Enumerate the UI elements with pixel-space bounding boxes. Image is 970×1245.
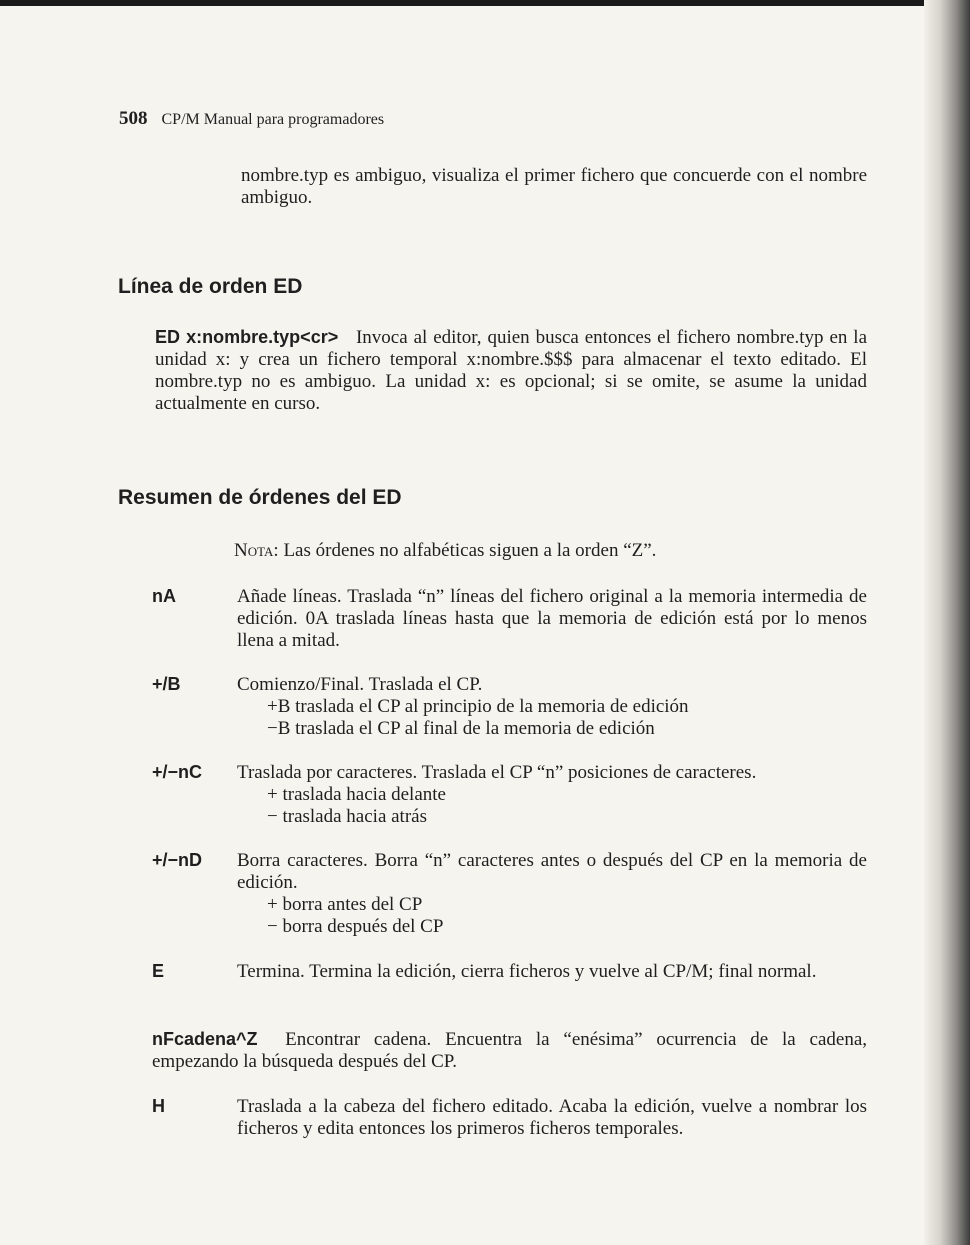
section-heading-summary: Resumen de órdenes del ED <box>118 486 402 509</box>
entry-text-nA: Añade líneas. Traslada “n” líneas del fichero original a la memoria intermedia de edición. 0A traslada líneas hasta que la memoria de edición está por lo menos llena a mitad. <box>237 586 867 651</box>
entry-term-B: +/B <box>152 674 181 694</box>
entry-block-B <box>237 674 867 740</box>
running-header <box>119 108 384 130</box>
entry-sub-B-1: −B traslada el CP al final de la memoria de edición <box>267 718 655 739</box>
entry-term-nD: +/−nD <box>152 850 203 870</box>
page-number: 508 <box>119 108 148 129</box>
entry-text-nD: Borra caracteres. Borra “n” caracteres antes o después del CP en la memoria de edición. <box>237 850 867 893</box>
entry-term-nA: nA <box>152 586 176 606</box>
entry-term-nC: +/−nC <box>152 762 203 782</box>
entry-term-E: E <box>152 961 165 981</box>
entry-block-nC <box>237 762 867 828</box>
note-text: Las órdenes no alfabéticas siguen a la orden “Z”. <box>283 540 657 561</box>
command-line-description-first <box>344 327 356 348</box>
entry-block-nD <box>237 850 867 938</box>
command-line-term: ED x:nombre.typ<cr> <box>155 327 339 347</box>
running-title: CP/M Manual para programadores <box>161 111 385 128</box>
command-line-description: Invoca al editor, quien busca entonces el fichero nombre.typ en la unidad x: y crea un fichero temporal x:nombre.$$$ para almacenar el texto editado. El nombre.typ no es ambiguo. La unidad x: es opcional; si se omite, se asume la unidad actualmente en curso. <box>155 327 868 414</box>
entry-sub-nC-0: + traslada hacia delante <box>267 784 446 805</box>
entry-text-B: Comienzo/Final. Traslada el CP. <box>237 674 483 695</box>
entry-sub-B-0: +B traslada el CP al principio de la memoria de edición <box>267 696 689 717</box>
intro-paragraph: nombre.typ es ambiguo, visualiza el primer fichero que concuerde con el nombre ambiguo. <box>241 165 867 208</box>
page-top-edge <box>0 0 970 6</box>
entry-block-nF <box>152 1028 867 1073</box>
entry-sub-nC-1: − traslada hacia atrás <box>267 806 427 827</box>
entry-term-H: H <box>152 1096 165 1116</box>
note <box>234 540 656 562</box>
entry-sub-nD-1: − borra después del CP <box>267 916 444 937</box>
book-spine-shadow <box>924 0 970 1245</box>
entry-text-nF: Encontrar cadena. Encuentra la “enésima” ocurrencia de la cadena, empezando la búsqueda después del CP. <box>152 1029 867 1072</box>
entry-text-H: Traslada a la cabeza del fichero editado. Acaba la edición, vuelve a nombrar los ficheros y edita entonces los primeros ficheros temporales. <box>237 1096 867 1139</box>
entry-term-nF: nFcadena^Z <box>152 1029 258 1049</box>
entry-text-E: Termina. Termina la edición, cierra ficheros y vuelve al CP/M; final normal. <box>237 961 817 982</box>
note-label: Nota: <box>234 540 279 561</box>
entry-text-nC: Traslada por caracteres. Traslada el CP “n” posiciones de caracteres. <box>237 762 757 783</box>
entry-sub-nD-0: + borra antes del CP <box>267 894 423 915</box>
command-line-entry <box>155 326 867 415</box>
section-heading-command-line: Línea de orden ED <box>118 275 303 298</box>
